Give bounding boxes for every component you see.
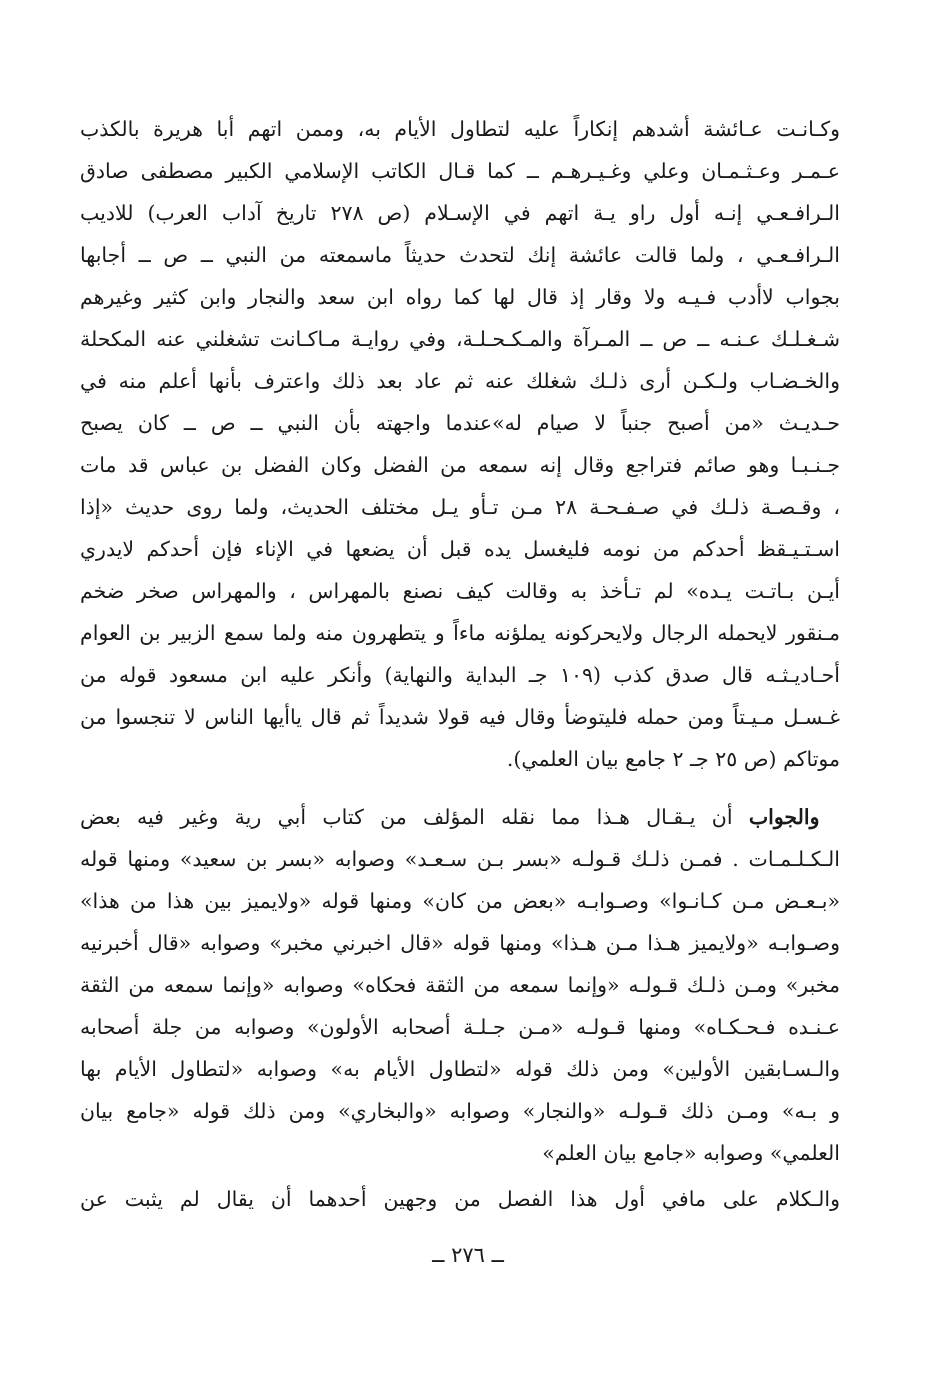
text-line: العلمي» وصوابه «جامع بيان العلم» — [542, 1141, 840, 1165]
answer-heading: والجواب — [748, 805, 820, 829]
text-line: شـغـلـك عـنـه ــ ص ــ المـرآة والمـكـحـلـة، وفي روايـة مـاكـانت تشغلني عنه المكحلة — [80, 327, 840, 351]
text-line: موتاكم (ص ٢٥ جـ ٢ جامع بيان العلمي). — [506, 747, 840, 771]
paragraph-3 — [80, 1178, 840, 1220]
page-body — [80, 108, 840, 1220]
text-line: عـنـده فـحـكـاه» ومنها قـولـه «مـن جـلـة أصحابه الأولون» وصوابه من جلة أصحابه — [80, 1015, 840, 1039]
text-line: والـكلام على مافي أول هذا الفصل من وجهين أحدهما أن يقال لم يثبت عن — [80, 1187, 840, 1211]
text-line: وصـوابـه «ولايميز هـذا مـن هـذا» ومنها قوله «قال اخبرني مخبر» وصوابه «قال أخبرنيه — [80, 931, 840, 955]
text-fragment: أن يـقـال هـذا مما نقله المؤلف من كتاب أبي رية وغير فيه بعض — [80, 805, 749, 829]
text-line: و بـه» ومـن ذلك قـولـه «والنجار» وصوابه «والبخاري» ومن ذلك قوله «جامع بيان — [80, 1099, 840, 1123]
text-line: حـديـث «من أصبح جنباً لا صيام له»عندما واجهته بأن النبي ــ ص ــ كان يصبح — [80, 411, 840, 435]
text-line: جـنـبـا وهو صائم فتراجع وقال إنه سمعه من الفضل وكان الفضل بن عباس قد مات — [80, 453, 840, 477]
text-line: أيـن بـاتـت يـده» لم تـأخذ به وقالت كيف نصنع بالمهراس ، والمهراس صخر ضخم — [80, 579, 840, 603]
text-line: غـسـل مـيـتاً ومن حمله فليتوضأ وقال فيه قولا شديداً ثم قال ياأيها الناس لا تنجسوا من — [80, 705, 840, 729]
text-line: اسـتـيـقظ أحدكم من نومه فليغسل يده قبل أن يضعها في الإناء فإن أحدكم لايدري — [80, 537, 840, 561]
text-line: وكـانـت عـائشة أشدهم إنكاراً عليه لتطاول الأيام به، وممن اتهم أبا هريرة بالكذب — [80, 117, 840, 141]
text-line: «بـعـض مـن كـانـوا» وصـوابـه «بعض من كان» ومنها قوله «ولايميز بين هذا من هذا» — [80, 889, 840, 913]
text-line: مخبر» ومـن ذلـك قـولـه «وإنما سمعه من الثقة فحكاه» وصوابه «وإنما سمعه من الثقة — [80, 973, 840, 997]
text-line: بجواب لاأدب فـيـه ولا وقار إذ قال لها كما رواه ابن سعد والنجار وابن كثير وغيرهم — [80, 285, 840, 309]
text-line — [80, 796, 840, 838]
text-line: والخـضـاب ولـكـن أرى ذلـك شغلك عنه ثم عاد بعد ذلك واعترف بأنها أعلم منه في — [80, 369, 840, 393]
text-line: الـرافـعـي إنـه أول راو يـة اتهم في الإسـلام (ص ٢٧٨ تاريخ آداب العرب) للاديب — [80, 201, 840, 225]
text-line: الـرافـعـي ، ولما قالت عائشة إنك لتحدث حديثاً ماسمعته من النبي ــ ص ــ أجابها — [80, 243, 840, 267]
text-line: الـكـلـمـات . فمـن ذلـك قـولـه «بسر بـن سـعـد» وصوابه «بسر بن سعيد» ومنها قوله — [80, 847, 840, 871]
text-line: مـنقور لايحمله الرجال ولايحركونه يملؤنه ماءاً و يتطهرون منه ولما سمع الزبير بن العوام — [80, 621, 840, 645]
text-line: والـسـابقين الأولين» ومن ذلك قوله «لتطاول الأيام به» وصوابه «لتطاول الأيام بها — [80, 1057, 840, 1081]
text-line: ، وقـصـة ذلـك في صـفـحـة ٢٨ مـن تـأو يـل مختلف الحديث، ولما روى حديث «إذا — [80, 495, 840, 519]
paragraph-2 — [80, 796, 840, 1174]
page-number: ــ ٢٧٦ ــ — [432, 1243, 504, 1267]
text-line: عـمـر وعـثـمـان وعلي وغـيـرهـم ــ كما قـال الكاتب الإسلامي الكبير مصطفى صادق — [80, 159, 840, 183]
paragraph-1 — [80, 108, 840, 780]
text-line: أحـاديـثـه قال صدق كذب (١٠٩ جـ البداية والنهاية) وأنكر عليه ابن مسعود قوله من — [80, 663, 840, 687]
paragraph-gap — [80, 780, 840, 796]
